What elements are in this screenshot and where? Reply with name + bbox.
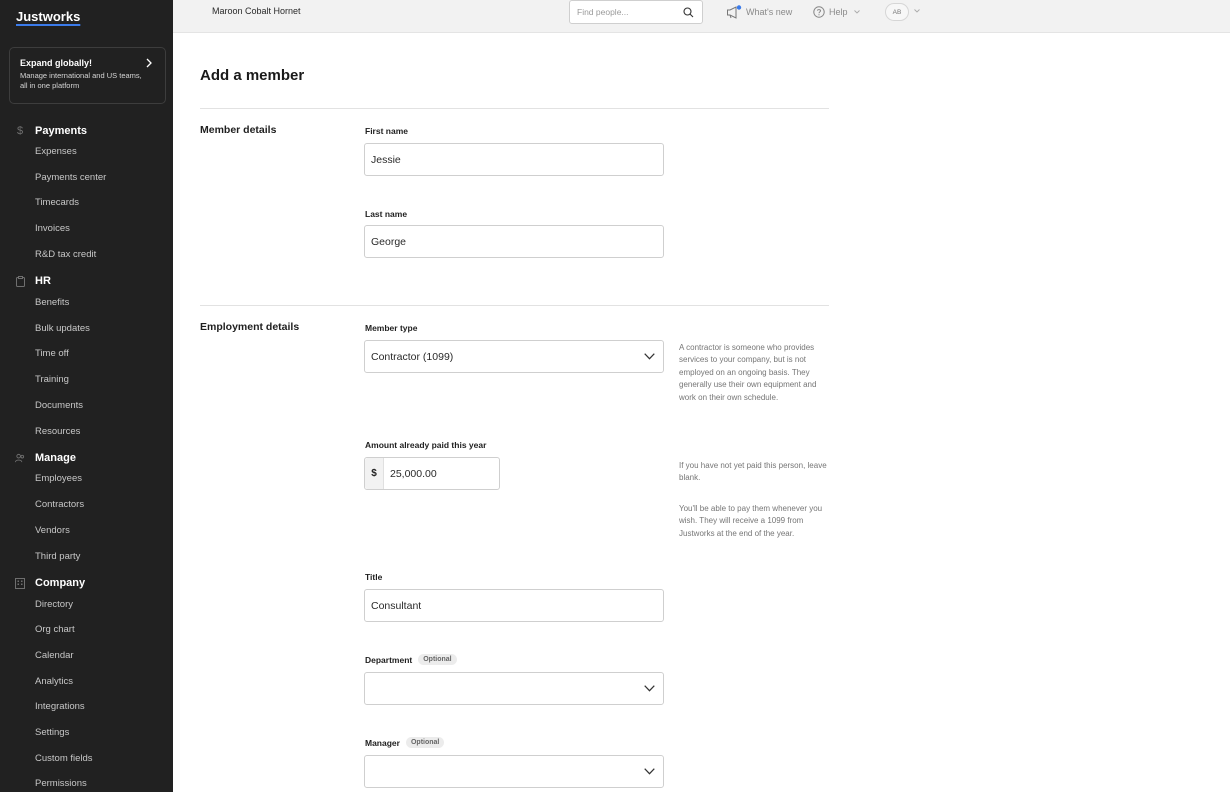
- promo-subtitle: Manage international and US teams, all in one platform: [20, 71, 142, 90]
- amount-paid-field[interactable]: [364, 457, 500, 490]
- logo-bar: [0, 0, 173, 32]
- sidebar-item-time-off[interactable]: Time off: [35, 348, 69, 359]
- whats-new-label: What's new: [746, 7, 793, 17]
- manager-select[interactable]: [364, 755, 664, 788]
- first-name-value: Jessie: [371, 153, 401, 166]
- chevron-down-icon[interactable]: [914, 9, 920, 13]
- department-label: Department: [365, 654, 413, 665]
- sidebar-item-permissions[interactable]: Permissions: [35, 778, 87, 789]
- avatar[interactable]: AB: [885, 3, 909, 21]
- member-type-select[interactable]: [364, 340, 664, 373]
- nav-section-label: Manage: [35, 452, 76, 464]
- search-icon: [683, 7, 694, 18]
- manager-label: Manager: [365, 737, 400, 748]
- title-label: Title: [365, 572, 383, 582]
- member-type-value: Contractor (1099): [371, 350, 454, 363]
- promo-title: Expand globally!: [20, 58, 93, 68]
- justworks-logo[interactable]: Justworks: [16, 8, 81, 24]
- sidebar-item-third-party[interactable]: Third party: [35, 551, 81, 562]
- sidebar-item-settings[interactable]: Settings: [35, 727, 70, 738]
- sidebar: [0, 0, 173, 792]
- optional-badge: Optional: [406, 737, 444, 748]
- chevron-right-icon: [145, 58, 153, 68]
- first-name-label: First name: [365, 126, 408, 136]
- member-details-heading: Member details: [200, 124, 277, 136]
- amount-help-1099: You'll be able to pay them whenever you wish. They will receive a 1099 from Justworks at the end of the year.: [679, 504, 823, 538]
- expand-globally-promo[interactable]: [9, 47, 166, 104]
- manager-label-row: [365, 737, 444, 748]
- last-name-field[interactable]: [364, 225, 664, 258]
- sidebar-item-contractors[interactable]: Contractors: [35, 499, 85, 510]
- sidebar-item-bulk-updates[interactable]: Bulk updates: [35, 323, 90, 334]
- title-field[interactable]: [364, 589, 664, 622]
- sidebar-item-org-chart[interactable]: Org chart: [35, 624, 75, 635]
- sidebar-item-custom-fields[interactable]: Custom fields: [35, 753, 93, 764]
- sidebar-item-training[interactable]: Training: [35, 374, 69, 385]
- sidebar-item-benefits[interactable]: Benefits: [35, 297, 70, 308]
- divider: [200, 305, 829, 306]
- amount-paid-label: Amount already paid this year: [365, 440, 487, 450]
- sidebar-item-analytics[interactable]: Analytics: [35, 676, 74, 687]
- sidebar-item-directory[interactable]: Directory: [35, 599, 74, 610]
- whats-new-button[interactable]: [726, 3, 792, 21]
- building-icon: [15, 577, 25, 589]
- company-name[interactable]: Maroon Cobalt Hornet: [212, 6, 301, 16]
- nav-section-label: HR: [35, 275, 51, 287]
- clipboard-icon: [15, 275, 25, 287]
- chevron-down-icon: [854, 10, 860, 14]
- nav-section-label: Company: [35, 577, 86, 589]
- help-label: Help: [829, 7, 848, 17]
- amount-help-blank: If you have not yet paid this person, leave blank.: [679, 461, 827, 483]
- people-icon: [15, 452, 25, 464]
- sidebar-item-calendar[interactable]: Calendar: [35, 650, 74, 661]
- title-value: Consultant: [371, 599, 422, 612]
- nav-section-label: Payments: [35, 125, 87, 137]
- divider: [200, 108, 829, 109]
- megaphone-icon: [726, 5, 743, 19]
- search-input[interactable]: [569, 0, 703, 24]
- sidebar-item-documents[interactable]: Documents: [35, 400, 84, 411]
- first-name-field[interactable]: [364, 143, 664, 176]
- chevron-down-icon: [644, 353, 655, 360]
- chevron-down-icon: [644, 768, 655, 775]
- sidebar-item-invoices[interactable]: Invoices: [35, 223, 70, 234]
- currency-prefix: $: [365, 458, 384, 489]
- amount-paid-value: 25,000.00: [390, 467, 437, 480]
- department-label-row: [365, 654, 457, 665]
- help-menu[interactable]: [813, 3, 860, 21]
- department-select[interactable]: [364, 672, 664, 705]
- sidebar-item-employees[interactable]: Employees: [35, 473, 82, 484]
- member-type-label: Member type: [365, 323, 418, 333]
- last-name-value: George: [371, 235, 407, 248]
- help-icon: [813, 6, 825, 18]
- sidebar-item-expenses[interactable]: Expenses: [35, 146, 77, 157]
- employment-details-heading: Employment details: [200, 321, 300, 333]
- sidebar-item-vendors[interactable]: Vendors: [35, 525, 70, 536]
- topbar: [173, 0, 1230, 33]
- sidebar-item-timecards[interactable]: Timecards: [35, 197, 79, 208]
- member-type-help: A contractor is someone who provides services to your company, but is not employed on an ongoing basis. They generally use their own equipment and work on their own schedule.: [679, 343, 817, 402]
- optional-badge: Optional: [418, 654, 456, 665]
- page-title: Add a member: [200, 67, 305, 84]
- chevron-down-icon: [644, 685, 655, 692]
- last-name-label: Last name: [365, 209, 408, 219]
- sidebar-item-integrations[interactable]: Integrations: [35, 701, 85, 712]
- dollar-icon: $: [16, 125, 24, 137]
- sidebar-item-resources[interactable]: Resources: [35, 426, 81, 437]
- sidebar-item-rd-tax-credit[interactable]: R&D tax credit: [35, 249, 97, 260]
- sidebar-item-payments-center[interactable]: Payments center: [35, 172, 107, 183]
- search-placeholder: Find people...: [577, 7, 629, 17]
